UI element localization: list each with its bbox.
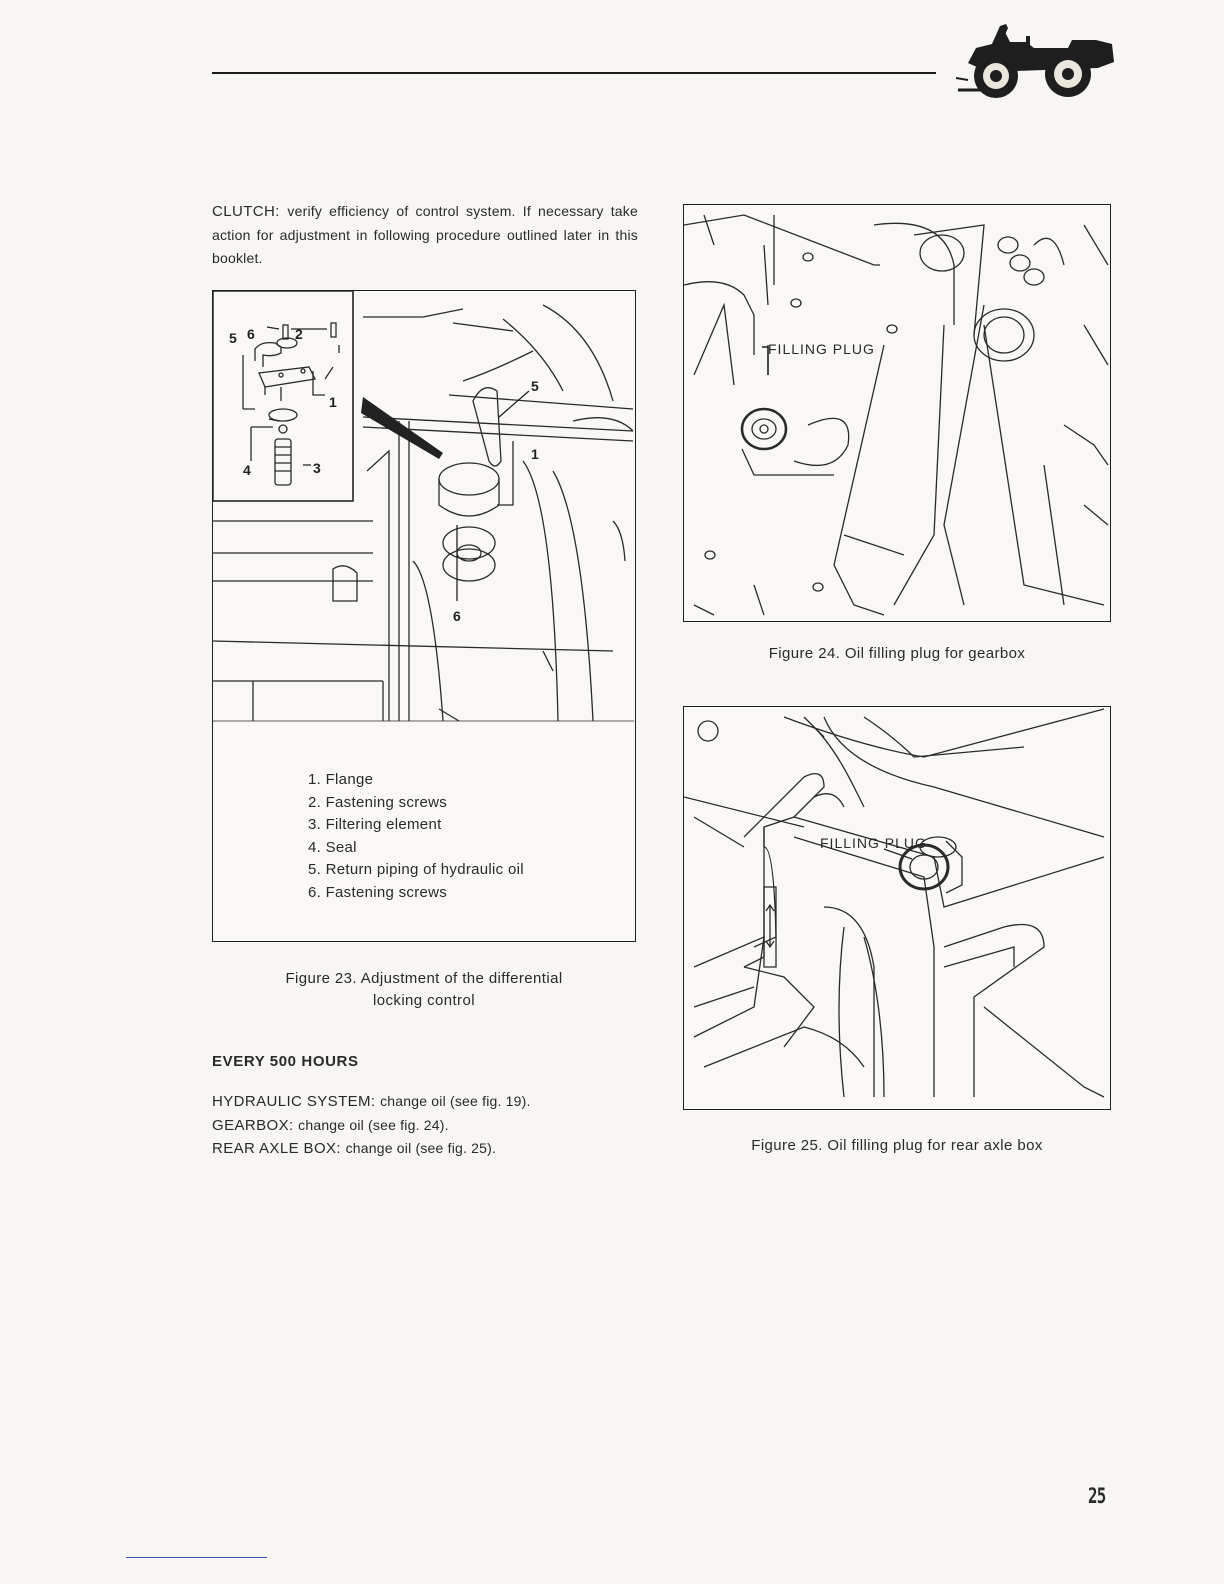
legend-item: 5. Return piping of hydraulic oil xyxy=(308,861,524,878)
callout-6: 6 xyxy=(247,326,255,342)
callout-5-main: 5 xyxy=(531,378,539,394)
legend-item: 3. Filtering element xyxy=(308,816,442,833)
schedule-item-text: change oil (see fig. 25). xyxy=(345,1140,497,1156)
figure-25-illustration xyxy=(684,707,1109,1108)
schedule-item-label: GEARBOX: xyxy=(212,1116,294,1134)
figure-23-legend xyxy=(308,769,608,904)
callout-1: 1 xyxy=(329,394,337,410)
figure-24 xyxy=(683,204,1111,622)
figure-24-caption: Figure 24. Oil filling plug for gearbox xyxy=(768,645,1026,662)
schedule-item-label: HYDRAULIC SYSTEM: xyxy=(212,1093,376,1110)
intro-paragraph xyxy=(212,200,638,271)
schedule-item-label: REAR AXLE BOX: xyxy=(212,1140,341,1157)
schedule-item xyxy=(212,1114,672,1138)
tractor-icon xyxy=(948,18,1116,100)
callout-2: 2 xyxy=(295,326,303,342)
legend-item: 6. Fastening screws xyxy=(308,883,448,901)
schedule-item xyxy=(212,1137,672,1161)
callout-6-main: 6 xyxy=(453,608,461,624)
schedule-item xyxy=(212,1090,672,1114)
schedule-item-text: change oil (see fig. 24). xyxy=(298,1116,449,1133)
section-heading: EVERY 500 HOURS xyxy=(212,1053,359,1070)
figure-23-caption-line1: Figure 23. Adjustment of the differential xyxy=(285,970,563,987)
figure-24-plug-label: FILLING PLUG xyxy=(768,341,875,357)
figure-23-caption-line2: locking control xyxy=(373,992,475,1009)
schedule-list xyxy=(212,1090,672,1161)
header-rule xyxy=(212,72,936,74)
figure-25 xyxy=(683,706,1111,1110)
legend-item: 2. Fastening screws xyxy=(308,793,448,811)
intro-text: verify efficiency of control system. If necessary take action for adjustment in following procedure outlined later in this booklet. xyxy=(212,203,638,266)
figure-23-caption xyxy=(212,968,636,1012)
figure-24-illustration xyxy=(684,205,1109,620)
legend-item: 1. Flange xyxy=(308,771,374,788)
callout-5: 5 xyxy=(229,330,237,346)
figure-25-caption: Figure 25. Oil filling plug for rear axle box xyxy=(751,1137,1043,1154)
legend-item: 4. Seal xyxy=(308,838,357,856)
schedule-item-text: change oil (see fig. 19). xyxy=(380,1093,531,1109)
footer-line xyxy=(126,1557,267,1558)
callout-4: 4 xyxy=(243,462,251,478)
figure-25-plug-label: FILLING PLUG xyxy=(820,835,927,851)
callout-3: 3 xyxy=(313,460,321,476)
intro-label: CLUTCH: xyxy=(212,203,280,220)
page-number: 25 xyxy=(1088,1484,1106,1508)
callout-1-main: 1 xyxy=(531,446,539,462)
